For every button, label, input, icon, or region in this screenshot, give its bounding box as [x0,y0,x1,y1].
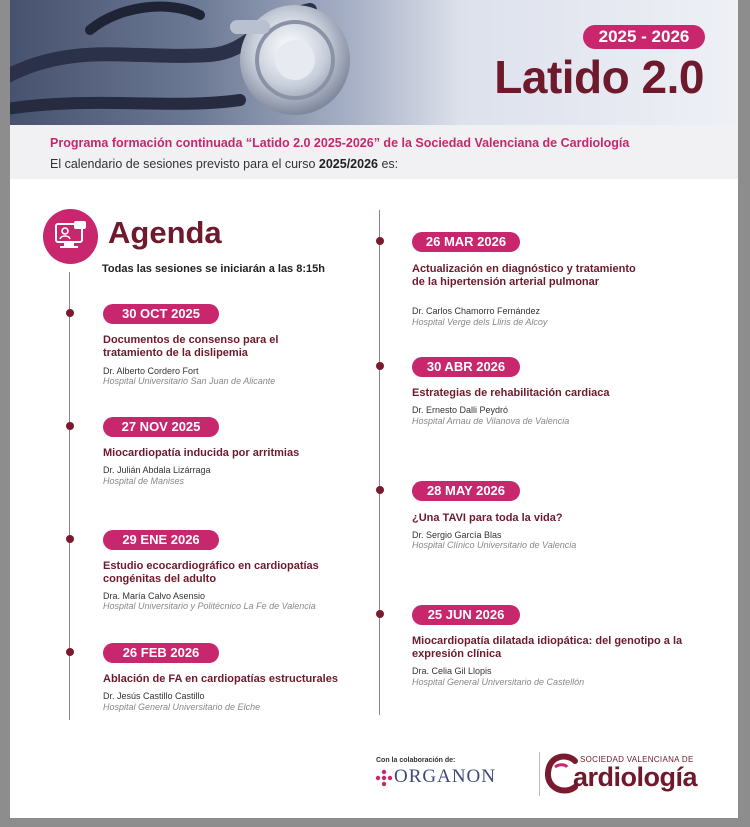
session-date: 28 MAY 2026 [412,481,520,501]
footer-divider [539,752,540,796]
computer-icon [43,209,98,264]
header-banner [10,0,738,125]
intro-calendar-prefix: El calendario de sesiones previsto para el curso [50,157,319,171]
session-hospital: Hospital Verge dels Lliris de Alcoy [412,317,548,327]
session-hospital: Hospital Arnau de Vilanova de Valencia [412,416,570,426]
organon-logo-icon [375,769,393,787]
page-title: Latido 2.0 [494,51,704,103]
session-hospital: Hospital General Universitario de Castellón [412,677,585,687]
session-date: 30 OCT 2025 [103,304,219,324]
session-title: Documentos de consenso para el tratamiento de la dislipemia [103,334,279,359]
session-date: 26 FEB 2026 [103,643,219,663]
session-speaker: Dr. Ernesto Dalli Peydró [412,405,509,415]
timeline-dot [376,237,384,245]
timeline-dot [66,535,74,543]
session-speaker: Dr. Alberto Cordero Fort [103,366,199,376]
flyer-page [10,0,738,818]
intro-band [10,125,738,179]
agenda-title: Agenda [108,215,222,250]
svc-logo-title: ardiología [573,762,698,792]
session-speaker: Dra. María Calvo Asensio [103,591,206,601]
session-hospital: Hospital General Universitario de Elche [103,702,261,712]
session-title: Miocardiopatía inducida por arritmias [103,447,300,459]
intro-calendar-year: 2025/2026 [318,157,378,171]
session-speaker: Dr. Julián Abdala Lizárraga [103,465,211,475]
session-title: Estrategias de rehabilitación cardiaca [412,387,610,399]
session-speaker: Dr. Sergio García Blas [412,530,502,540]
agenda-subtitle: Todas las sesiones se iniciarán a las 8:15h [102,263,325,275]
timeline-dot [66,309,74,317]
session-date: 26 MAR 2026 [412,232,520,252]
timeline-dot [376,486,384,494]
intro-program-line: Programa formación continuada “Latido 2.0 2025-2026” de la Sociedad Valenciana de Cardiología [50,136,630,150]
timeline-dot [376,610,384,618]
timeline-dot [66,648,74,656]
session-speaker: Dr. Carlos Chamorro Fernández [412,306,541,316]
year-badge: 2025 - 2026 [583,25,705,49]
session-speaker: Dr. Jesús Castillo Castillo [103,691,205,701]
session-hospital: Hospital de Manises [103,476,185,486]
timeline-dot [66,422,74,430]
session-title: Actualización en diagnóstico y tratamiento de la hipertensión arterial pulmonar [412,263,636,288]
organon-logo-text: ORGANON [394,766,496,787]
intro-calendar-suffix: es: [378,157,399,171]
session-hospital: Hospital Universitario y Politécnico La Fe de Valencia [103,601,316,611]
session-title: Estudio ecocardiográfico en cardiopatías congénitas del adulto [103,560,319,585]
session-title: Ablación de FA en cardiopatías estructurales [103,673,338,685]
collaboration-label: Con la colaboración de: [376,757,456,764]
session-hospital: Hospital Universitario San Juan de Alicante [103,376,276,386]
session-date: 25 JUN 2026 [412,605,520,625]
session-date: 29 ENE 2026 [103,530,219,550]
session-date: 30 ABR 2026 [412,357,520,377]
svc-logo-subtitle: SOCIEDAD VALENCIANA DE [580,755,694,764]
session-date: 27 NOV 2025 [103,417,219,437]
session-title: ¿Una TAVI para toda la vida? [412,512,563,524]
timeline-dot [376,362,384,370]
intro-calendar-line [50,157,398,171]
session-speaker: Dra. Celia Gil Llopis [412,666,492,676]
session-title: Miocardiopatía dilatada idiopática: del genotipo a la expresión clínica [412,635,683,660]
timeline-right [379,210,380,715]
session-hospital: Hospital Clínico Universitario de Valencia [412,540,577,550]
